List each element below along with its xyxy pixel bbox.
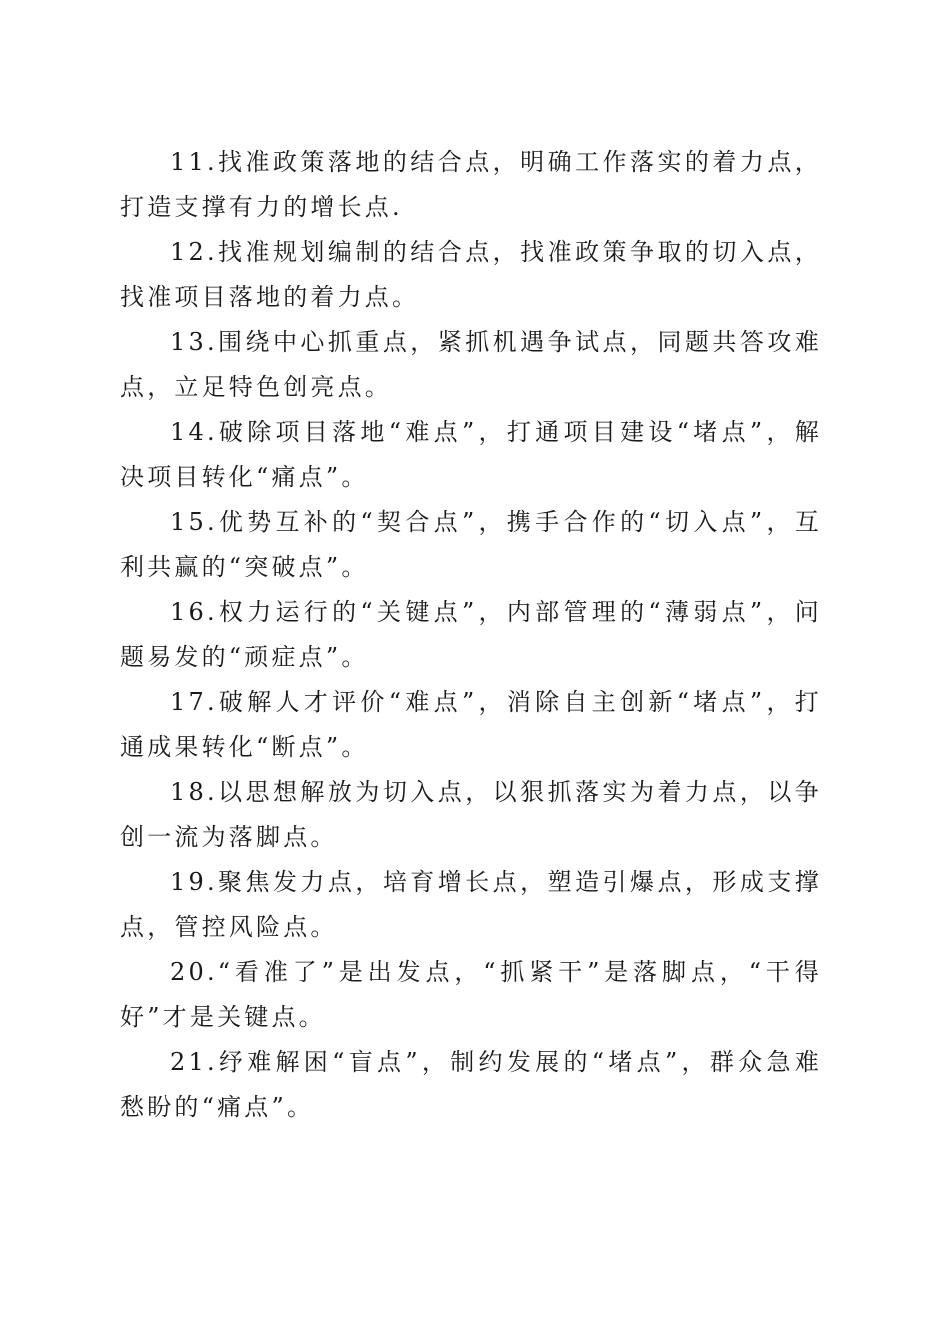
paragraph-15: 15.优势互补的“契合点”，携手合作的“切入点”，互利共赢的“突破点”。 <box>120 508 822 581</box>
paragraph-20: 20.“看准了”是出发点，“抓紧干”是落脚点，“干得好”才是关键点。 <box>120 958 822 1031</box>
paragraph-19: 19.聚焦发力点，培育增长点，塑造引爆点，形成支撑点，管控风险点。 <box>120 868 822 941</box>
paragraph-14: 14.破除项目落地“难点”，打通项目建设“堵点”，解决项目转化“痛点”。 <box>120 418 822 491</box>
paragraph-21: 21.纾难解困“盲点”，制约发展的“堵点”，群众急难愁盼的“痛点”。 <box>120 1048 822 1121</box>
paragraph-17: 17.破解人才评价“难点”，消除自主创新“堵点”，打通成果转化“断点”。 <box>120 688 822 761</box>
paragraph-16: 16.权力运行的“关键点”，内部管理的“薄弱点”，问题易发的“顽症点”。 <box>120 598 822 671</box>
paragraph-12: 12.找准规划编制的结合点，找准政策争取的切入点，找准项目落地的着力点。 <box>120 238 822 311</box>
paragraph-18: 18.以思想解放为切入点，以狠抓落实为着力点，以争创一流为落脚点。 <box>120 778 822 851</box>
paragraph-13: 13.围绕中心抓重点，紧抓机遇争试点，同题共答攻难点，立足特色创亮点。 <box>120 328 822 401</box>
document-body <box>120 140 822 1130</box>
paragraph-11: 11.找准政策落地的结合点，明确工作落实的着力点，打造支撑有力的增长点. <box>120 148 822 221</box>
